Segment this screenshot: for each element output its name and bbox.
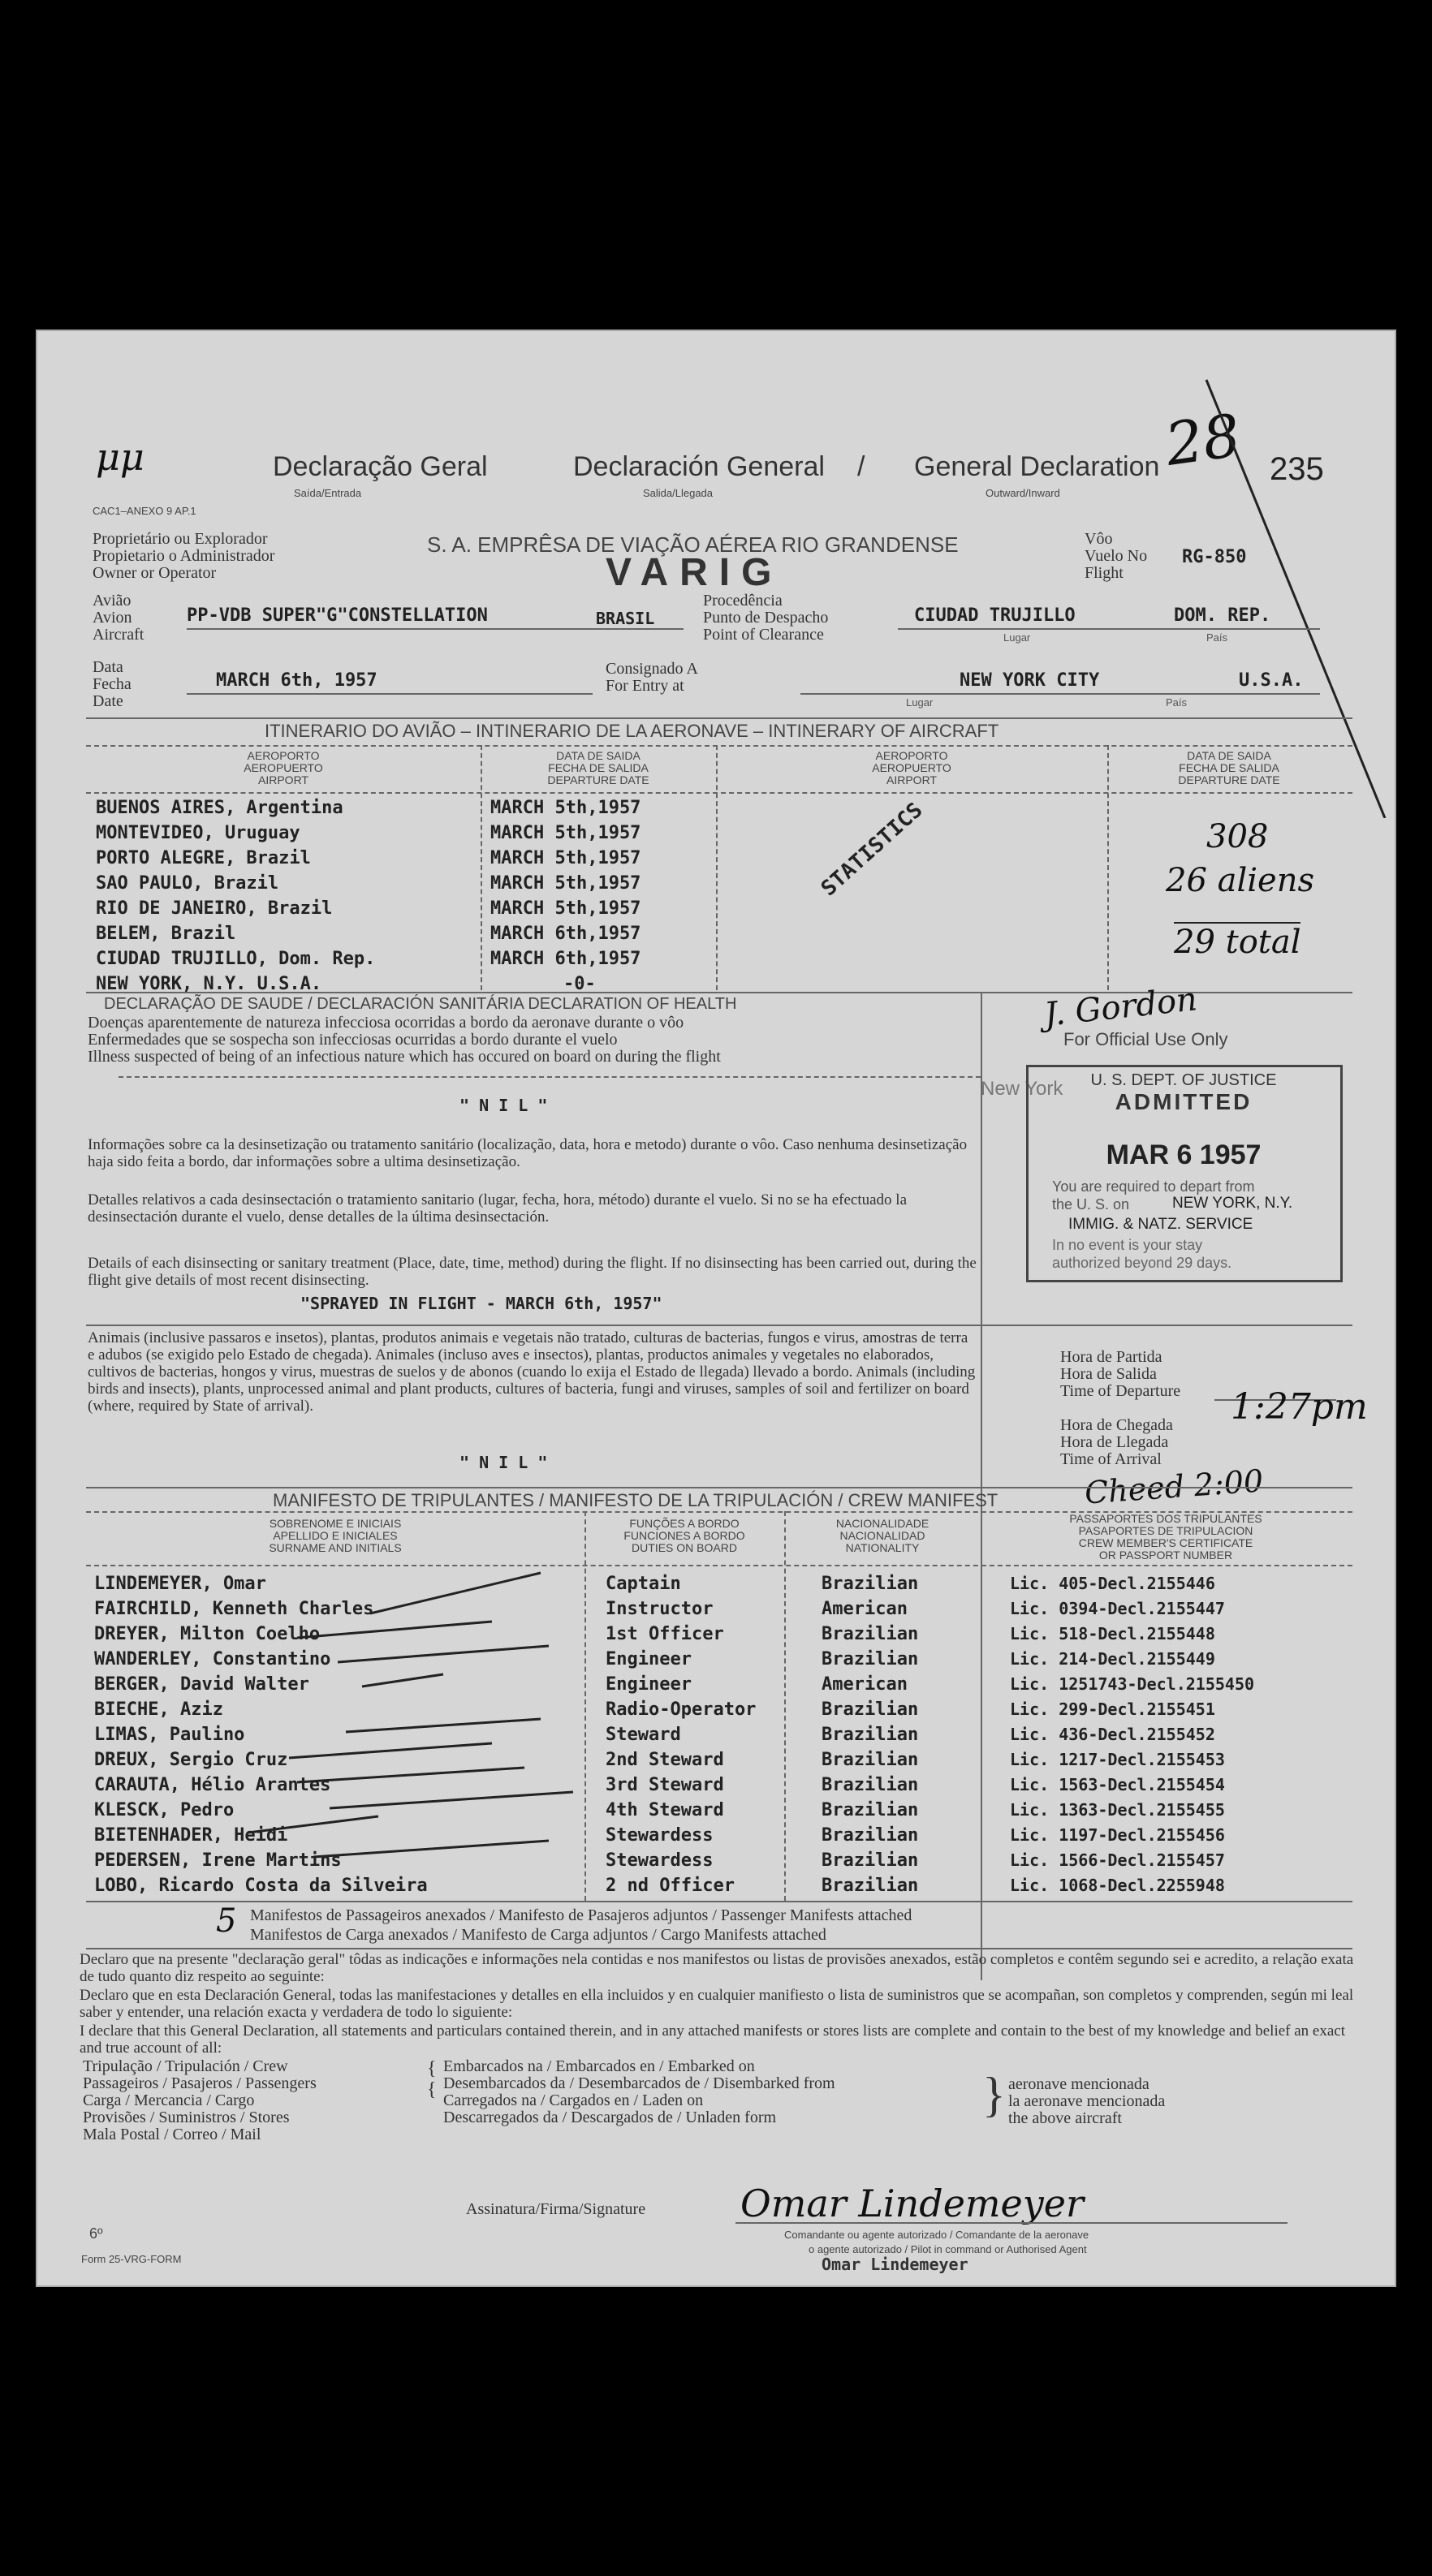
clearance-pais: País	[1206, 631, 1228, 644]
clearance-lugar: Lugar	[1003, 631, 1031, 644]
crew-row: DREUX, Sergio Cruz 2nd Steward Brazilian Lic. 1217-Decl.2155453	[94, 1750, 1225, 1770]
health-question: Doenças aparentemente de natureza infecciosa ocorridas a bordo da aeronave durante o vôo Enfermedades que se sospecha son infecciosas ocurridas a bordo durante el vuelo Illness suspected of being of an infectious nature which has occured on board on during the flight	[88, 1014, 721, 1066]
title-portuguese: Declaração Geral	[273, 451, 488, 482]
passenger-manifest-count: 5	[216, 1902, 237, 1940]
entry-lugar: Lugar	[906, 696, 934, 709]
itinerary-date: MARCH 6th,1957	[490, 924, 641, 944]
stamp-service: IMMIG. & NATZ. SERVICE	[1068, 1216, 1253, 1233]
crew-check-marks	[200, 1524, 606, 1906]
stamp-new-york: New York	[981, 1078, 1063, 1100]
clearance-label: Procedência Punto de Despacho Point of Clearance	[703, 592, 829, 644]
typed-signatory-name: Omar Lindemeyer	[822, 2255, 968, 2274]
disinsect-es: Detalles relativos a cada desinsectación o tratamiento sanitario (lugar, fecha, hora, método) durante el vuelo. Si no se ha efectuado la desinsectación durante el vuelo, dense detalles de la última desinsectación.	[88, 1191, 908, 1226]
itinerary-header-airport-1: AEROPORTO AEROPUERTO AIRPORT	[244, 749, 323, 786]
date-value: MARCH 6th, 1957	[216, 670, 377, 691]
handwritten-number: 28	[1161, 401, 1245, 479]
declaration-pt: Declaro que na presente "declaração geral" tôdas as indicações e informações nela contidas e nos manifestos ou listas de provisões anexados, estão completos e contêm segundo sei e acredito, a relação exata de tudo quanto diz respeito ao seguinte:	[80, 1951, 1354, 1985]
stamp-port: NEW YORK, N.Y.	[1172, 1195, 1293, 1212]
operator-company: S. A. EMPRÊSA DE VIAÇÃO AÉREA RIO GRANDENSE	[427, 532, 959, 557]
cargo-manifests-line: Manifestos de Carga anexados / Manifesto de Carga adjuntos / Cargo Manifests attached	[250, 1926, 826, 1944]
owner-label: Proprietário ou Explorador Propietario o Administrador Owner or Operator	[93, 530, 275, 582]
handwritten-cleared: Cheed 2:00	[1083, 1462, 1265, 1511]
crew-row: BIETENHADER, Heidi Stewardess Brazilian Lic. 1197-Decl.2155456	[94, 1825, 1225, 1846]
crew-row: WANDERLEY, Constantino Engineer Brazilian Lic. 214-Decl.2155449	[94, 1649, 1215, 1669]
signature-role-1: Comandante ou agente autorizado / Comandante de la aeronave	[784, 2229, 1089, 2241]
crew-row: LOBO, Ricardo Costa da Silveira 2 nd Officer Brazilian Lic. 1068-Decl.2255948	[94, 1876, 1225, 1896]
aircraft-label: Avião Avion Aircraft	[93, 592, 144, 644]
declaration-en: I declare that this General Declaration, all statements and particulars contained therein, and in any attached manifests or stores lists are complete and contain to the best of my knowledge and belief an exact and true account of all:	[80, 2022, 1346, 2057]
itinerary-date: -0-	[563, 974, 596, 994]
itinerary-title: ITINERARIO DO AVIÃO – INTINERARIO DE LA AERONAVE – INTINERARY OF AIRCRAFT	[265, 721, 999, 741]
itinerary-date: MARCH 5th,1957	[490, 798, 641, 818]
entry-city: NEW YORK CITY	[960, 670, 1100, 691]
itinerary-header-date-1: DATA DE SAIDA FECHA DE SALIDA DEPARTURE DATE	[547, 749, 649, 786]
disinsect-en: Details of each disinsecting or sanitary treatment (Place, date, time, method) during the flight. If no disinsecting has been carried out, during the flight give details of most recent disinsecting.	[88, 1255, 977, 1289]
sprayed-note: "SPRAYED IN FLIGHT - MARCH 6th, 1957"	[300, 1294, 662, 1313]
disinsect-pt: Informações sobre ca la desinsetização ou tratamento sanitário (localização, data, hora e metodo) durante o vôo. Caso nenhuma desinsetização haja sido feita a bordo, dar informações sobre a ultima desinsetização.	[88, 1136, 968, 1170]
itinerary-dates	[490, 795, 641, 997]
itinerary-list	[96, 795, 375, 997]
entry-country: U.S.A.	[1239, 670, 1304, 691]
itinerary-row: PORTO ALEGRE, Brazil	[96, 848, 311, 868]
form-number: Form 25-VRG-FORM	[81, 2253, 182, 2265]
itinerary-date: MARCH 5th,1957	[490, 848, 641, 868]
handwritten-signature: Omar Lindemeyer	[740, 2182, 1084, 2225]
itinerary-date: MARCH 6th,1957	[490, 949, 641, 969]
crew-header-nationality: NACIONALIDADE NACIONALIDAD NATIONALITY	[835, 1517, 930, 1554]
crew-row: BIECHE, Aziz Radio-Operator Brazilian Lic. 299-Decl.2155451	[94, 1699, 1215, 1720]
subtitle-saida: Saída/Entrada	[294, 487, 362, 499]
title-english: General Declaration	[914, 451, 1160, 482]
itinerary-row: BUENOS AIRES, Argentina	[96, 798, 343, 818]
handwritten-count-2: 26 aliens	[1166, 862, 1315, 899]
left-handwritten-mark: μμ	[96, 435, 144, 479]
animals-nil: " N I L "	[459, 1453, 548, 1472]
itinerary-row: BELEM, Brazil	[96, 924, 236, 944]
stamp-line-8: authorized beyond 29 days.	[1052, 1255, 1232, 1271]
entry-label: Consignado A For Entry at	[606, 660, 698, 695]
date-label: Data Fecha Date	[93, 658, 132, 710]
arrival-time-label: Hora de Chegada Hora de Llegada Time of Arrival	[1060, 1416, 1173, 1468]
declaration-items: Tripulação / Tripulación / Crew Passageiros / Pasajeros / Passengers Carga / Mercancia / Cargo Provisões / Suministros / Stores Mala Postal / Correo / Mail	[83, 2057, 317, 2143]
form-reference: CAC1–ANEXO 9 AP.1	[93, 505, 196, 517]
crew-row: LIMAS, Paulino Steward Brazilian Lic. 436-Decl.2155452	[94, 1725, 1215, 1745]
clearance-country: DOM. REP.	[1174, 605, 1271, 626]
entry-pais: País	[1166, 696, 1188, 709]
stamp-line-7: In no event is your stay	[1052, 1237, 1203, 1253]
official-use-label: For Official Use Only	[1063, 1029, 1228, 1049]
aircraft-country: BRASIL	[596, 609, 655, 628]
clearance-value: CIUDAD TRUJILLO	[914, 605, 1076, 626]
crew-title: MANIFESTO DE TRIPULANTES / MANIFESTO DE LA TRIPULACIÓN / CREW MANIFEST	[273, 1490, 999, 1510]
passenger-manifests-line: Manifestos de Passageiros anexados / Manifesto de Pasajeros adjuntos / Passenger Manifests attached	[250, 1906, 912, 1924]
aircraft-value: PP-VDB SUPER"G"CONSTELLATION	[187, 605, 488, 626]
arrival-time-value: 1:27pm	[1231, 1386, 1368, 1428]
subtitle-salida: Salida/Llegada	[643, 487, 714, 499]
itinerary-date: MARCH 5th,1957	[490, 873, 641, 894]
crew-row: KLESCK, Pedro 4th Steward Brazilian Lic. 1363-Decl.2155455	[94, 1800, 1225, 1820]
subtitle-outward: Outward/Inward	[986, 487, 1060, 499]
itinerary-header-date-2: DATA DE SAIDA FECHA DE SALIDA DEPARTURE DATE	[1178, 749, 1280, 786]
signature-role-2: o agente autorizado / Pilot in command or Authorised Agent	[809, 2243, 1087, 2255]
handwritten-count-1: 308	[1206, 818, 1269, 855]
itinerary-row: CIUDAD TRUJILLO, Dom. Rep.	[96, 949, 376, 969]
stamp-line-3: You are required to depart from	[1052, 1178, 1255, 1195]
itinerary-date: MARCH 5th,1957	[490, 898, 641, 919]
crew-row: PEDERSEN, Irene Martins Stewardess Brazilian Lic. 1566-Decl.2155457	[94, 1850, 1225, 1871]
declaration-movements: Embarcados na / Embarcados en / Embarked on Desembarcados da / Desembarcados de / Disembarked from Carregados na / Cargados en / Laden on Descarregados da / Descargados de / Unladen form	[443, 2057, 835, 2126]
title-spanish: Declaración General	[573, 451, 825, 482]
stamp-admitted: ADMITTED	[1115, 1089, 1253, 1114]
flight-number: RG-850	[1182, 547, 1247, 567]
title-slash: /	[857, 451, 865, 482]
declaration-aircraft: aeronave mencionada la aeronave mencionada the above aircraft	[1008, 2075, 1166, 2127]
crew-row: FAIRCHILD, Kenneth Charles Instructor American Lic. 0394-Decl.2155447	[94, 1599, 1225, 1619]
health-title: DECLARAÇÃO DE SAUDE / DECLARACIÓN SANITÁRIA DECLARATION OF HEALTH	[104, 995, 737, 1013]
stamp-line-4: the U. S. on	[1052, 1196, 1130, 1213]
itinerary-row: NEW YORK, N.Y. U.S.A.	[96, 974, 322, 994]
itinerary-row: RIO DE JANEIRO, Brazil	[96, 898, 333, 919]
animals-declaration: Animais (inclusive passaros e insetos), plantas, produtos animais e vegetais não tratado, culturas de bacterias, fungos e virus, amostras de terra e adubos (se exigido pelo Estado de chegada). Animales (incluso aves e insectos), plantas, productos animales y vegetales no elaborados, cultivos de bacterias, hongos y virus, muestras de suelos y de abonos (cuando lo exija el Estado de llegada) llevado a bordo. Animals (including birds and insects), plants, unprocessed animal and plant products, cultures of bacteria, fungi and viruses, samples of soil and fertilizer on board (where, required by State of arrival).	[88, 1329, 976, 1415]
crew-row: BERGER, David Walter Engineer American Lic. 1251743-Decl.2155450	[94, 1674, 1255, 1695]
signature-label: Assinatura/Firma/Signature	[466, 2200, 646, 2218]
crew-row: CARAUTA, Hélio Arantes 3rd Steward Brazilian Lic. 1563-Decl.2155454	[94, 1775, 1225, 1795]
crew-header-certificate: PASSAPORTES DOS TRIPULANTES PASAPORTES DE TRIPULACION CREW MEMBER'S CERTIFICATE OR PASSPORT NUMBER	[1069, 1512, 1262, 1562]
itinerary-date: MARCH 5th,1957	[490, 823, 641, 843]
crew-header-duties: FUNÇÕES A BORDO FUNCIONES A BORDO DUTIES ON BOARD	[623, 1517, 745, 1554]
itinerary-header-airport-2: AEROPORTO AEROPUERTO AIRPORT	[872, 749, 951, 786]
departure-time-label: Hora de Partida Hora de Salida Time of Departure	[1060, 1348, 1181, 1400]
page-number: 235	[1270, 451, 1324, 487]
stamp-dept: U. S. DEPT. OF JUSTICE	[1090, 1071, 1277, 1089]
statistics-stamp: STATISTICS	[817, 798, 928, 902]
declaration-brace-1: { {	[427, 2058, 437, 2100]
crew-row: DREYER, Milton Coelho 1st Officer Brazilian Lic. 518-Decl.2155448	[94, 1624, 1215, 1644]
official-signature: J. Gordon	[1042, 980, 1199, 1034]
stamp-date: MAR 6 1957	[1106, 1139, 1262, 1170]
declaration-brace-2: }	[982, 2068, 1006, 2122]
crew-header-name: SOBRENOME E INICIAIS APELLIDO E INICIALES SURNAME AND INITIALS	[269, 1517, 402, 1554]
general-declaration-document	[36, 330, 1396, 2287]
handwritten-count-3: 29 total	[1174, 924, 1301, 961]
footer-code: 6º	[89, 2225, 103, 2242]
flight-label: Vôo Vuelo No Flight	[1085, 530, 1148, 582]
operator-brand: VARIG	[606, 551, 783, 594]
declaration-es: Declaro que en esta Declaración General, todas las manifestaciones y detalles en ella incluidos y en cualquier manifiesto o lista de suministros que se acompañan, son completos y comprenden, según mi leal saber y entender, una relación exacta y verdadera de todo lo siguiente:	[80, 1987, 1354, 2021]
itinerary-row: SAO PAULO, Brazil	[96, 873, 279, 894]
health-nil: " N I L "	[459, 1096, 548, 1115]
crew-row: LINDEMEYER, Omar Captain Brazilian Lic. 405-Decl.2155446	[94, 1574, 1215, 1594]
itinerary-row: MONTEVIDEO, Uruguay	[96, 823, 300, 843]
